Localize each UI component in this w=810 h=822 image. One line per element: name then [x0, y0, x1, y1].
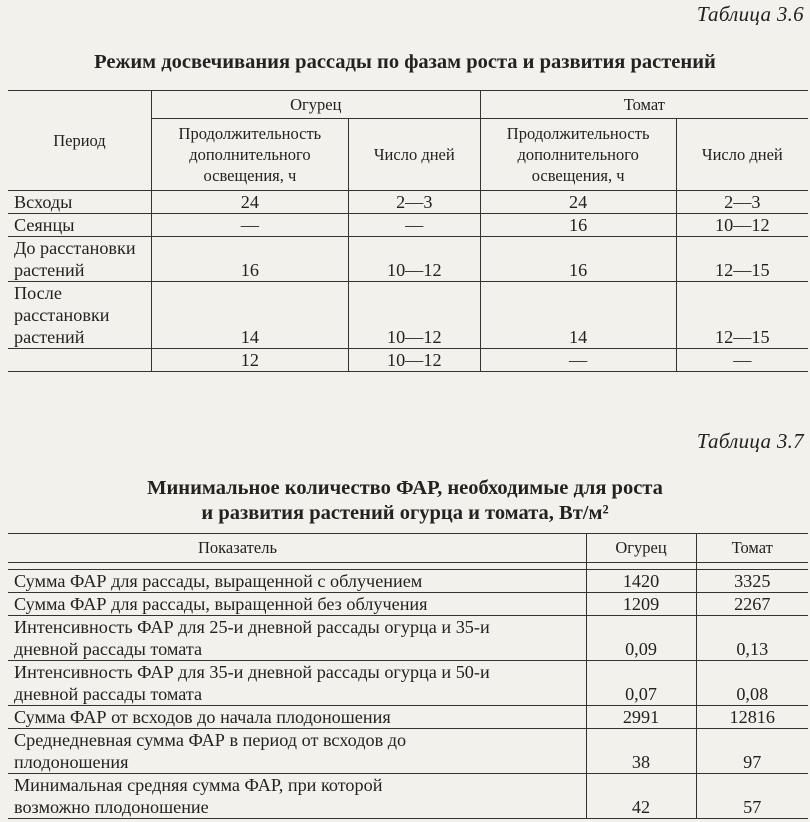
period-cell: Сеянцы	[14, 215, 75, 235]
indicator-cell: Среднедневная сумма ФАР в период от всходов до плодоношения	[14, 730, 407, 772]
cucumber-days-cell: 2—3	[348, 191, 480, 214]
cucumber-hours-cell: 24	[151, 191, 348, 214]
table-3-6-caption: Таблица 3.6	[696, 2, 804, 26]
period-cell: После расстановки растений	[14, 283, 110, 347]
cucumber-hours-cell: 14	[151, 282, 348, 349]
table-row	[8, 706, 808, 729]
cucumber-value-cell: 0,09	[586, 616, 696, 661]
tomato-value-cell: 57	[696, 774, 808, 819]
tomato-hours-cell: 14	[480, 282, 676, 349]
table-row	[8, 349, 808, 372]
tomato-value-cell: 2267	[696, 593, 808, 616]
tomato-days-cell: 10—12	[676, 214, 808, 237]
tomato-hours-cell: 24	[480, 191, 676, 214]
table-row	[8, 616, 808, 661]
indicator-cell: Сумма ФАР от всходов до начала плодоношения	[14, 707, 391, 727]
cucumber-value-cell: 2991	[586, 706, 696, 729]
indicator-cell: Минимальная средняя сумма ФАР, при которой возможно плодоношение	[14, 775, 383, 817]
table-3-7-caption: Таблица 3.7	[696, 429, 804, 453]
table-row	[8, 237, 808, 282]
indicator-header: Показатель	[198, 538, 277, 557]
tomato-header: Томат	[480, 91, 808, 119]
tomato-value-cell: 97	[696, 729, 808, 774]
tomato-hours-cell: —	[480, 349, 676, 372]
table-3-7	[8, 533, 808, 819]
tomato-value-cell: 0,13	[696, 616, 808, 661]
cucumber-hours-cell: —	[151, 214, 348, 237]
tomato-days-cell: —	[676, 349, 808, 372]
cucumber-duration-header: Продолжительность дополнительного освещения, ч	[151, 119, 348, 191]
period-cell: До расстановки растений	[14, 238, 136, 280]
cucumber-value-cell: 42	[586, 774, 696, 819]
table-row	[8, 774, 808, 819]
tomato-days-header: Число дней	[676, 119, 808, 191]
table-row	[8, 570, 808, 593]
cucumber-days-cell: 10—12	[348, 349, 480, 372]
cucumber-value-cell: 38	[586, 729, 696, 774]
tomato-value-cell: 12816	[696, 706, 808, 729]
cucumber-value-cell: 1420	[586, 570, 696, 593]
period-cell	[8, 349, 151, 372]
cucumber-header: Огурец	[586, 534, 696, 563]
indicator-cell: Сумма ФАР для рассады, выращенной с облучением	[14, 571, 423, 591]
cucumber-days-cell: 10—12	[348, 237, 480, 282]
cucumber-value-cell: 0,07	[586, 661, 696, 706]
table-3-6-title: Режим досвечивания рассады по фазам роста и развития растений	[94, 51, 716, 73]
table-row	[8, 729, 808, 774]
tomato-duration-header: Продолжительность дополнительного освещения, ч	[480, 119, 676, 191]
tomato-hours-cell: 16	[480, 214, 676, 237]
table-row	[8, 214, 808, 237]
tomato-hours-cell: 16	[480, 237, 676, 282]
indicator-cell: Интенсивность ФАР для 25-и дневной рассады огурца и 35-и дневной рассады томата	[14, 617, 490, 659]
table-row	[8, 191, 808, 214]
tomato-header: Томат	[696, 534, 808, 563]
indicator-cell: Интенсивность ФАР для 35-и дневной рассады огурца и 50-и дневной рассады томата	[14, 662, 490, 704]
table-row	[8, 282, 808, 349]
cucumber-days-header: Число дней	[348, 119, 480, 191]
cucumber-hours-cell: 16	[151, 237, 348, 282]
table-3-7-title-line2: и развития растений огурца и томата, Вт/м²	[201, 502, 609, 524]
table-row	[8, 593, 808, 616]
tomato-value-cell: 3325	[696, 570, 808, 593]
cucumber-value-cell: 1209	[586, 593, 696, 616]
table-3-7-title-line1: Минимальное количество ФАР, необходимые для роста	[147, 477, 663, 499]
period-cell: Всходы	[14, 192, 73, 212]
cucumber-hours-cell: 12	[151, 349, 348, 372]
tomato-days-cell: 12—15	[676, 282, 808, 349]
table-3-6	[8, 90, 808, 372]
tomato-days-cell: 12—15	[676, 237, 808, 282]
cucumber-header: Огурец	[151, 91, 480, 119]
tomato-value-cell: 0,08	[696, 661, 808, 706]
cucumber-days-cell: 10—12	[348, 282, 480, 349]
cucumber-days-cell: —	[348, 214, 480, 237]
indicator-cell: Сумма ФАР для рассады, выращенной без облучения	[14, 594, 428, 614]
period-header: Период	[8, 91, 151, 191]
table-row	[8, 661, 808, 706]
tomato-days-cell: 2—3	[676, 191, 808, 214]
